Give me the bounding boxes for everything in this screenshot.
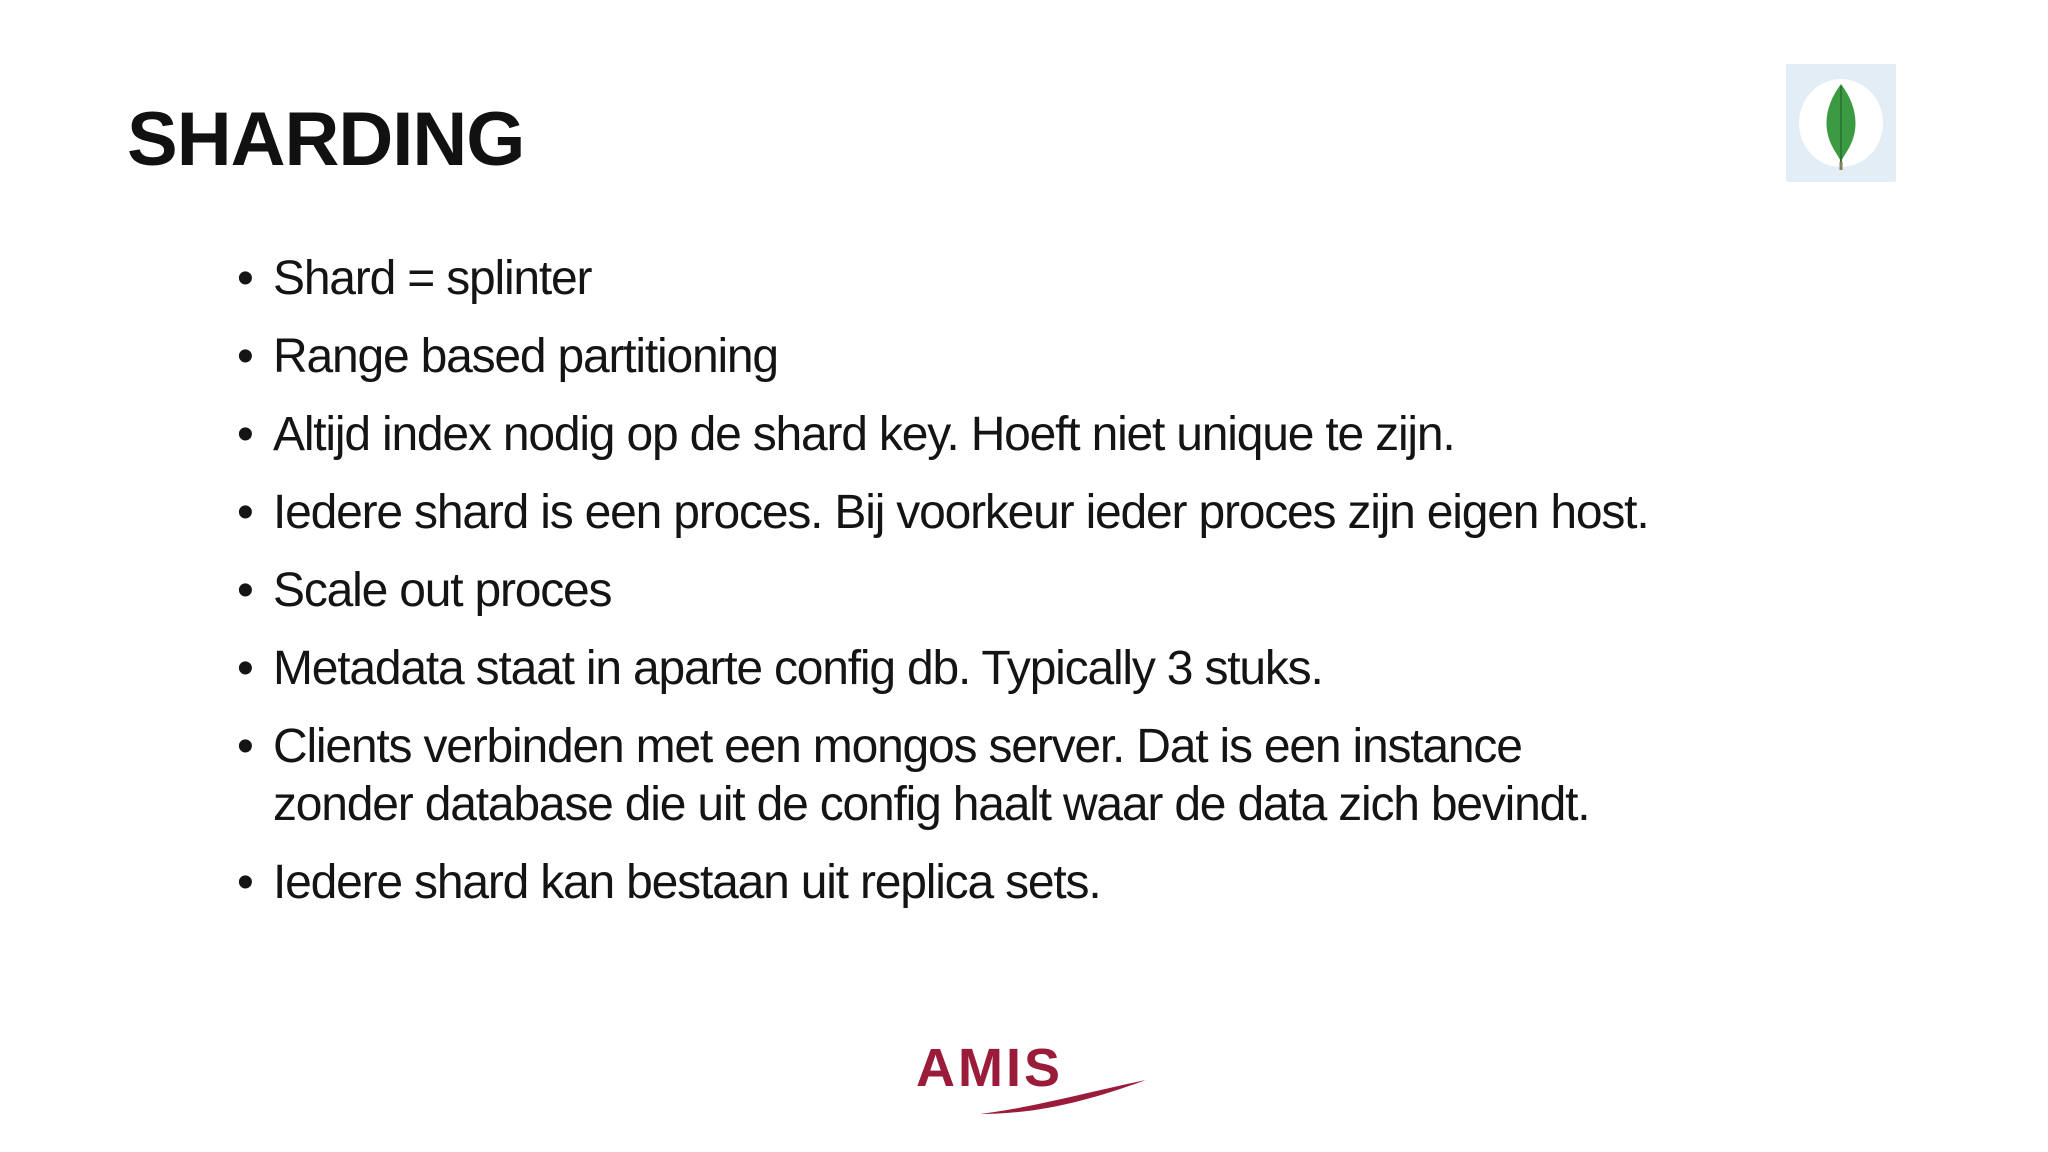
bullet-text: Clients verbinden met een mongos server. Dat is een instance zonder database die uit de config haalt waar de data zich bevindt. — [273, 720, 1590, 831]
bullet-item — [237, 328, 1797, 386]
bullet-item — [237, 562, 1797, 620]
bullet-text: Iedere shard is een proces. Bij voorkeur ieder proces zijn eigen host. — [273, 486, 1649, 539]
bullet-marker: • — [237, 564, 253, 617]
bullet-marker: • — [237, 486, 253, 539]
bullet-item — [237, 406, 1797, 464]
bullet-marker: • — [237, 252, 253, 305]
bullet-text: Metadata staat in aparte config db. Typically 3 stuks. — [273, 642, 1323, 695]
amis-logo-text: AMIS — [916, 1038, 1063, 1098]
bullet-text: Scale out proces — [273, 564, 612, 617]
bullet-marker: • — [237, 408, 253, 461]
slide-title: SHARDING — [127, 97, 525, 182]
bullet-item — [237, 484, 1797, 542]
bullet-item — [237, 250, 1797, 308]
mongodb-leaf-icon — [1786, 64, 1896, 182]
bullet-text: Iedere shard kan bestaan uit replica sets. — [273, 856, 1101, 909]
bullet-text: Altijd index nodig op de shard key. Hoeft niet unique te zijn. — [273, 408, 1455, 461]
bullet-item — [237, 640, 1797, 698]
bullet-marker: • — [237, 330, 253, 383]
bullet-item — [237, 718, 1613, 834]
bullet-list — [237, 250, 1797, 932]
bullet-marker: • — [237, 856, 253, 909]
bullet-marker: • — [237, 642, 253, 695]
bullet-item — [237, 854, 1797, 912]
amis-logo — [910, 1030, 1150, 1120]
bullet-text: Range based partitioning — [273, 330, 778, 383]
bullet-marker: • — [237, 720, 253, 773]
bullet-text: Shard = splinter — [273, 252, 592, 305]
